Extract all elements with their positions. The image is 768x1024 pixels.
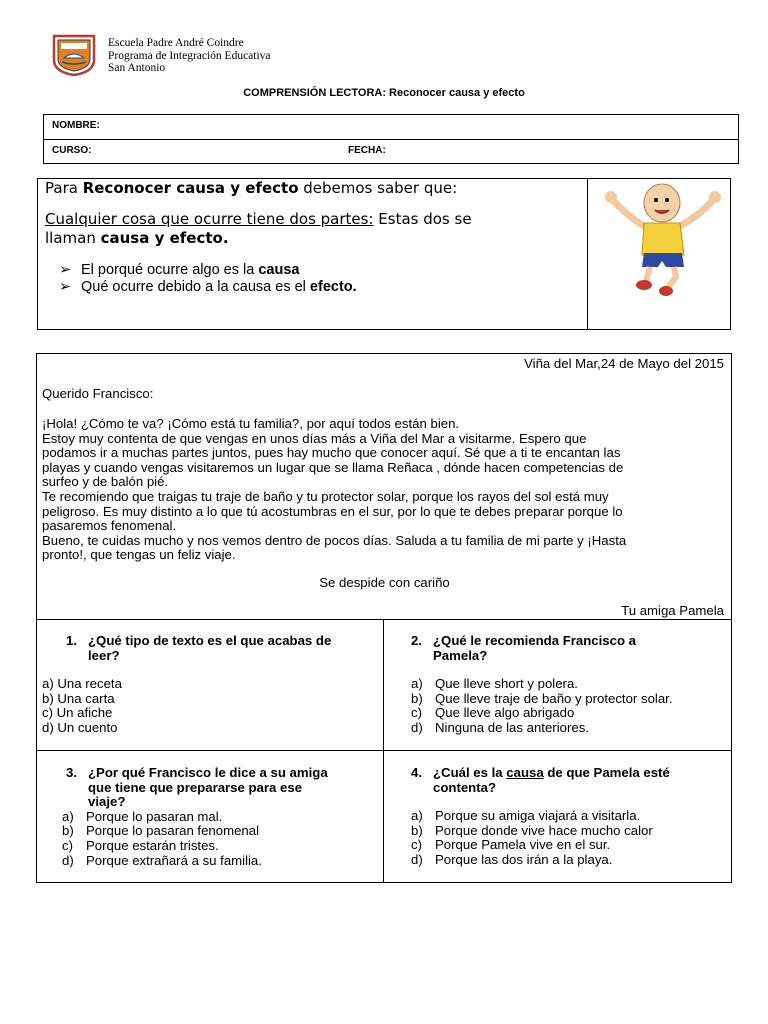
option-text: Porque lo pasaran mal. (86, 808, 223, 824)
school-name: Escuela Padre André Coindre (108, 37, 244, 49)
question-number: 4. (411, 765, 422, 780)
option-text: Un cuento (57, 719, 118, 735)
question-text: de que Pamela esté (543, 765, 670, 780)
option-text: Ninguna de las anteriores. (435, 719, 589, 735)
letter-line: peligroso. Es muy distinto a lo que tú acostumbras en el sur, por lo que te debes preparar porque lo (42, 503, 623, 519)
option-c[interactable] (411, 706, 729, 721)
school-logo (52, 34, 96, 76)
arrow-bullet-icon: ➢ (59, 262, 72, 278)
option-a[interactable] (411, 677, 729, 692)
option-a[interactable] (411, 809, 729, 824)
questions-column-divider (383, 619, 384, 882)
question-text: ¿Qué le recomienda Francisco a (433, 633, 637, 648)
def-b2-b: efecto. (309, 279, 357, 295)
worksheet-title (0, 87, 768, 99)
def-b1-b: causa (258, 262, 300, 278)
option-letter: b) (62, 823, 74, 839)
option-text: Porque Pamela vive en el sur. (435, 837, 611, 853)
question-1 (42, 633, 378, 736)
option-b[interactable] (411, 692, 729, 707)
question-4 (411, 766, 729, 868)
question-2 (411, 634, 729, 736)
option-letter: c) (62, 837, 73, 853)
def-b1-a: El porqué ocurre algo es la (81, 262, 259, 278)
letter-date: Viña del Mar,24 de Mayo del 2015 (524, 356, 724, 371)
question-text: viaje? (88, 794, 126, 810)
option-text: Porque su amiga viajará a visitarla. (435, 808, 641, 824)
question-text: ¿Qué tipo de texto es el que acabas de (88, 633, 332, 648)
option-c[interactable] (411, 838, 729, 853)
option-text: Porque estarán tristes. (86, 837, 219, 853)
question-3-options (62, 810, 378, 868)
option-b[interactable] (411, 824, 729, 839)
curso-label: CURSO: (52, 145, 92, 156)
definition-divider (587, 179, 588, 329)
option-letter: c) (411, 705, 422, 721)
def-l2-b: Estas dos se (373, 210, 472, 228)
option-letter: d) (42, 719, 58, 735)
letter-line: pasaremos fenomenal. (42, 518, 177, 534)
letter-line: Estoy muy contenta de que vengas en unos días más a Viña del Mar a visitarme. Espero que (42, 430, 587, 446)
option-text: Un afiche (56, 705, 113, 721)
option-d[interactable] (62, 854, 378, 869)
def-l3-b: causa y efecto. (100, 229, 229, 247)
def-l1-b: Reconocer causa y efecto (82, 179, 299, 197)
option-letter: d) (411, 851, 423, 867)
question-4-prompt (411, 766, 729, 781)
def-b2-a: Qué ocurre debido a la causa es el (81, 279, 310, 295)
letter-line: ¡Hola! ¿Cómo te va? ¡Cómo está tu familia?, por aquí todos están bien. (42, 416, 460, 431)
nombre-label: NOMBRE: (52, 120, 100, 131)
question-2-prompt (411, 634, 729, 649)
reading-box (36, 353, 732, 883)
letter-greeting: Querido Francisco: (42, 386, 154, 401)
arrow-bullet-icon: ➢ (59, 279, 72, 295)
student-info-box (43, 114, 739, 164)
option-text: Una carta (57, 690, 115, 706)
title-bold: COMPRENSIÓN LECTORA: (243, 87, 386, 99)
option-text: Porque donde vive hace mucho calor (435, 822, 653, 838)
option-b[interactable] (42, 692, 378, 707)
name-row (44, 115, 738, 140)
option-text: Porque extrañará a su familia. (86, 852, 262, 868)
option-d[interactable] (411, 853, 729, 868)
question-keyword: causa (506, 765, 544, 780)
definition-line-3 (45, 229, 229, 248)
question-text: Pamela? (433, 647, 488, 663)
cartoon-boy-illustration (598, 181, 728, 303)
letter-line: Te recomiendo que traigas tu traje de baño y tu protector solar, porque los rayos del sol está muy (42, 488, 609, 504)
letter-line: surfeo y de balón pié. (42, 474, 169, 490)
option-text: Que lleve traje de baño y protector solar. (435, 690, 673, 706)
definition-box (37, 178, 731, 330)
option-letter: b) (411, 822, 423, 838)
option-text: Porque lo pasaran fenomenal (86, 823, 260, 839)
question-4-options (411, 809, 729, 867)
question-number: 2. (411, 633, 422, 648)
school-info (108, 37, 271, 75)
letter-line: Bueno, te cuidas mucho y nos vemos dentro de pocos días. Saluda a tu familia de mi parte y ¡Hasta (42, 532, 627, 548)
option-letter: c) (42, 705, 57, 721)
def-l1-c: debemos saber que: (298, 179, 458, 197)
def-l3-a: llaman (45, 229, 101, 247)
fecha-label: FECHA: (348, 145, 386, 156)
question-1-options (42, 677, 378, 735)
option-d[interactable] (411, 721, 729, 736)
option-b[interactable] (62, 824, 378, 839)
question-text: contenta? (433, 779, 497, 795)
option-letter: a) (62, 808, 74, 824)
question-1-prompt (66, 634, 378, 649)
letter-line: playas y cuando vengas visitaremos un lugar que se llama Reñaca , dónde hacen competencias de (42, 459, 624, 475)
option-letter: a) (411, 676, 423, 692)
definition-line-1 (45, 179, 457, 198)
option-text: Una receta (57, 676, 122, 692)
option-d[interactable] (42, 721, 378, 736)
questions-middle-divider (37, 750, 731, 751)
option-letter: a) (42, 676, 58, 692)
question-text: leer? (88, 647, 120, 663)
option-text: Que lleve algo abrigado (435, 705, 575, 721)
option-letter: b) (411, 690, 423, 706)
title-rest: Reconocer causa y efecto (386, 87, 525, 99)
def-l1-a: Para (45, 179, 83, 197)
option-letter: a) (411, 808, 423, 824)
letter-closing: Se despide con cariño (319, 575, 450, 590)
question-number: 3. (66, 765, 77, 780)
option-letter: d) (411, 719, 423, 735)
option-text: Porque las dos irán a la playa. (435, 851, 613, 867)
letter-paragraphs (42, 417, 626, 563)
option-c[interactable] (62, 839, 378, 854)
question-3 (62, 765, 378, 868)
question-3-prompt (66, 766, 378, 781)
question-text: ¿Cuál es la (433, 765, 507, 780)
question-2-options (411, 677, 729, 735)
option-letter: b) (42, 690, 58, 706)
option-c[interactable] (42, 706, 378, 721)
definition-line-2 (45, 210, 472, 229)
definition-bullet-effect (59, 278, 357, 297)
def-l2-a: Cualquier cosa que ocurre tiene dos partes: (45, 210, 374, 228)
school-program: Programa de Integración Educativa (108, 49, 271, 62)
option-a[interactable] (42, 677, 378, 692)
letter-signature: Tu amiga Pamela (621, 603, 724, 618)
question-text: que tiene que prepararse para ese (88, 779, 303, 795)
questions-top-divider (37, 619, 731, 620)
question-number: 1. (66, 633, 77, 648)
letter-line: podamos ir a muchas partes juntos, pues hay mucho que conocer aquí. Sé que a ti te encantan las (42, 445, 621, 461)
option-a[interactable] (62, 810, 378, 825)
school-city: San Antonio (108, 62, 166, 74)
option-letter: d) (62, 852, 74, 868)
question-text: ¿Por qué Francisco le dice a su amiga (88, 765, 328, 780)
option-text: Que lleve short y polera. (435, 676, 578, 692)
option-letter: c) (411, 837, 422, 853)
letter-line: pronto!, que tengas un feliz viaje. (42, 547, 236, 563)
